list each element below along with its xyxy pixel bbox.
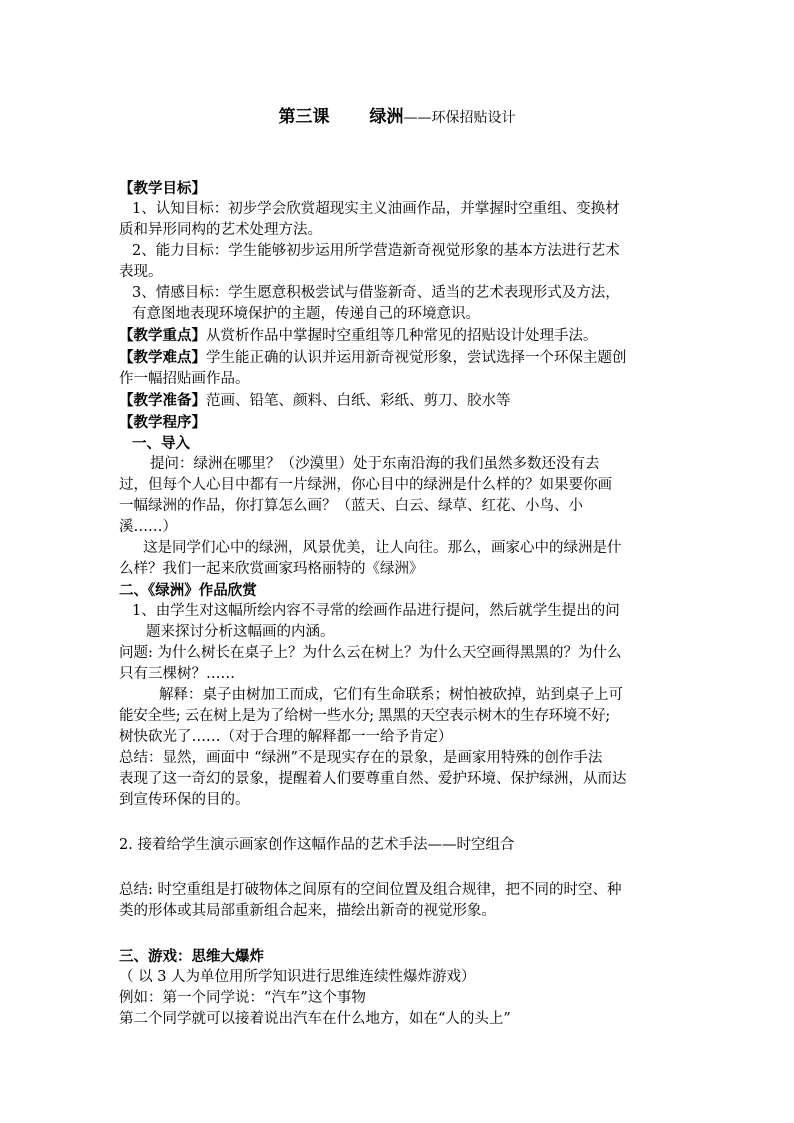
goal-line: 2、能力目标：学生能够初步运用所学营造新奇视觉形象的基本方法进行艺术 (132, 243, 620, 259)
key-point (119, 325, 679, 347)
section3-heading: 三、游戏：思维大爆炸 (119, 948, 264, 965)
paragraph-line: 溪……） (119, 519, 177, 535)
paragraph-line: 只有三棵树？…… (119, 666, 235, 682)
paragraph-line: 1、由学生对这幅所绘内容不寻常的绘画作品进行提问，然后就学生提出的问 (132, 603, 620, 619)
paragraph-line: 总结：显然，画面中 “绿洲”不是现实存在的景象，是画家用特殊的创作手法 (119, 750, 603, 766)
paragraph-line: 表现了这一奇幻的景象，提醒着人们要尊重自然、爱护环境、保护绿洲，从而达 (119, 771, 627, 787)
paragraph-line: 提问：绿洲在哪里？（沙漠里）处于东南沿海的我们虽然多数还没有去 (150, 456, 600, 472)
section2-heading: 二、《绿洲》作品欣赏 (119, 582, 257, 599)
paragraph-line: 么样？我们一起来欣赏画家玛格丽特的《绿洲》 (119, 561, 424, 577)
lesson-subtitle: ——环保招贴设计 (403, 110, 516, 126)
procedure-heading: 【教学程序】 (119, 414, 206, 431)
paragraph-line: 总结: 时空重组是打破物体之间原有的空间位置及组合规律，把不同的时空、种 (119, 882, 622, 898)
paragraph-line: 第二个同学就可以接着说出汽车在什么地方，如在“人的头上” (119, 1011, 511, 1027)
lesson-topic: 绿洲 (369, 107, 404, 127)
paragraph-line: 树快砍光了……（对于合理的解释都一一给予肯定） (119, 729, 453, 745)
paragraph-line: 题来探讨分析这幅画的内涵。 (146, 624, 335, 640)
lesson-title (0, 104, 794, 131)
paragraph-line: 例如：第一个同学说：“汽车”这个事物 (119, 990, 366, 1006)
document-body (119, 178, 679, 1030)
lesson-number: 第三课 (278, 107, 330, 127)
section1-heading: 一、导入 (132, 435, 190, 452)
key-label: 【教学重点】 (119, 327, 206, 344)
prep-point (119, 390, 679, 412)
paragraph-line: 问题: 为什么树长在桌子上？为什么云在树上？为什么天空画得黑黑的？为什么 (119, 645, 622, 661)
prep-text: 范画、铅笔、颜料、白纸、彩纸、剪刀、胶水等 (206, 393, 511, 409)
goal-line: 质和异形同构的艺术处理方法。 (119, 222, 322, 238)
paragraph-line: （ 以 3 人为单位用所学知识进行思维连续性爆炸游戏） (119, 969, 476, 985)
difficulty-point (119, 347, 679, 369)
goal-line: 3、情感目标：学生愿意积极尝试与借鉴新奇、适当的艺术表现形式及方法， (132, 285, 620, 301)
paragraph-line: 类的形体或其局部重新组合起来，描绘出新奇的视觉形象。 (119, 903, 496, 919)
goal-line: 有意图地表现环境保护的主题，传递自己的环境意识。 (132, 306, 480, 322)
goal-line: 1、认知目标：初步学会欣赏超现实主义油画作品，并掌握时空重组、变换材 (132, 201, 620, 217)
paragraph-line: 能安全些; 云在树上是为了给树一些水分; 黑黑的天空表示树木的生存环境不好; (119, 708, 610, 724)
paragraph-line: 过，但每个人心目中都有一片绿洲，你心目中的绿洲是什么样的？如果要你画 (119, 477, 612, 493)
paragraph-line: 一幅绿洲的作品，你打算怎么画？（蓝天、白云、绿草、红花、小鸟、小 (119, 498, 583, 514)
difficulty-text: 学生能正确的认识并运用新奇视觉形象，尝试选择一个环保主题创 (206, 350, 627, 366)
goals-heading: 【教学目标】 (119, 180, 206, 197)
prep-label: 【教学准备】 (119, 392, 206, 409)
paragraph-line: 解释：桌子由树加工而成，它们有生命联系；树怕被砍掉，站到桌子上可 (159, 687, 623, 703)
difficulty-text-cont: 作一幅招贴画作品。 (119, 371, 250, 387)
goal-line: 表现。 (119, 264, 163, 280)
paragraph-line: 到宣传环保的目的。 (119, 792, 250, 808)
key-text: 从赏析作品中掌握时空重组等几种常见的招贴设计处理手法。 (206, 328, 598, 344)
paragraph-line: 2. 接着给学生演示画家创作这幅作品的艺术手法——时空组合 (119, 837, 515, 853)
difficulty-label: 【教学难点】 (119, 349, 206, 366)
paragraph-line: 这是同学们心中的绿洲，风景优美，让人向往。那么，画家心中的绿洲是什 (143, 540, 622, 556)
